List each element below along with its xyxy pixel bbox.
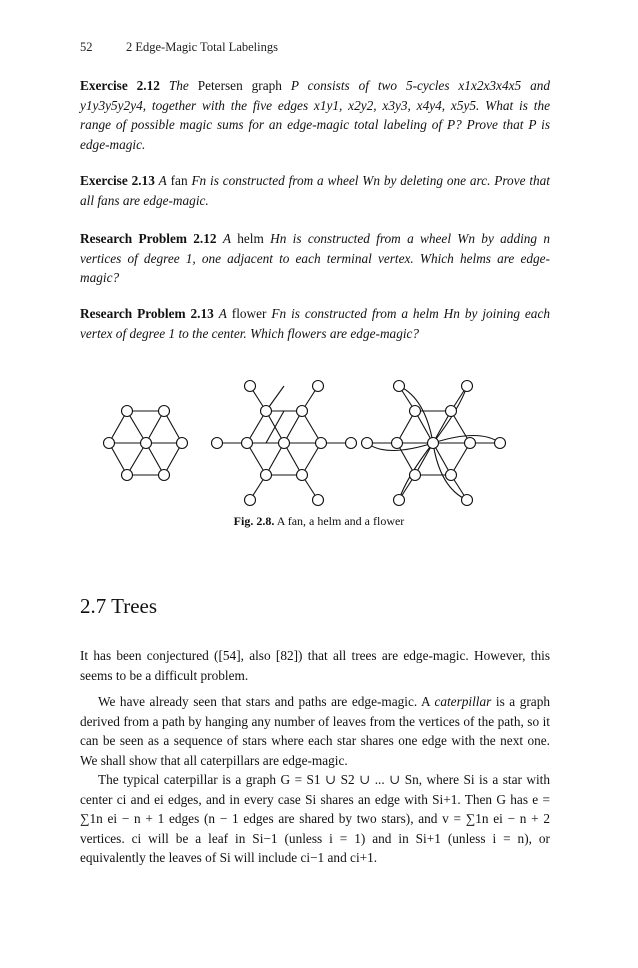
caption-label: Fig. 2.8.: [233, 514, 275, 528]
exercise-cycle: 1x2x3x4x5: [464, 78, 522, 93]
research-problem-2-12: [80, 229, 550, 288]
paragraph-1: It has been conjectured ([54], also [82]) that all trees are edge-magic. However, this seems to be a difficult problem.: [80, 648, 550, 683]
fan-vertex: [122, 470, 133, 481]
fan-center: [141, 438, 152, 449]
paragraph-2-term: caterpillar: [434, 694, 492, 709]
figure-2-8: [80, 368, 558, 508]
problem-text-c: Fn is constructed from a helm Hn by joining each vertex of degree 1 to the center. Which flowers are edge-magic?: [80, 306, 551, 341]
paragraph-3: The typical caterpillar is a graph G = S1 ∪ S2 ∪ ... ∪ Sn, where Si is a star with center ci and ei edges, and in every case Si shares an edge with Si+1. Then G has e = ∑1n ei − n + 1 edges (n − 1 edges are shared by two stars), and v = ∑1n ei − n + 2 vertices. ci will be a leaf in Si−1 (unless i = 1) and in Si+1 (unless i = n), or equivalently the leaves of Si will include ci−1 and ci+1.: [80, 772, 550, 866]
paragraph-2-a: We have already seen that stars and paths are edge-magic. A: [98, 694, 430, 709]
exercise-text-2: Petersen graph: [197, 78, 282, 93]
figure-caption: [80, 514, 558, 529]
fan-vertex: [177, 438, 188, 449]
fan-vertex: [159, 406, 170, 417]
exercise-text-a: A: [158, 173, 167, 188]
fan-graph: [104, 406, 188, 481]
fan-vertex: [159, 470, 170, 481]
exercise-text-3: P consists of two 5-cycles x: [290, 78, 465, 93]
section-title: 2.7 Trees: [80, 594, 158, 618]
research-problem-2-13: [80, 304, 550, 343]
problem-label: Research Problem 2.12: [80, 231, 217, 246]
paragraph-2: [80, 692, 550, 770]
exercise-2-12: [80, 76, 550, 154]
fan-vertex: [122, 406, 133, 417]
exercise-text-c: Fn is constructed from a wheel Wn by deleting one arc. Prove that all fans are edge-magic.: [80, 173, 551, 208]
page-header: [80, 40, 558, 55]
exercise-label: Exercise 2.13: [80, 173, 155, 188]
problem-text-a: A: [218, 306, 227, 321]
exercise-label: Exercise 2.12: [80, 78, 160, 93]
caption-text: A fan, a helm and a flower: [276, 514, 405, 528]
problem-label: Research Problem 2.13: [80, 306, 214, 321]
exercise-text-b: fan: [170, 173, 188, 188]
paragraph-2-c: is a graph derived from a path by hanging any number of leaves from the vertices of the path, so it can be seen as a sequence of stars where each star shares one edge with the next one. We shall show that all caterpillars are edge-magic.: [80, 694, 550, 768]
problem-text-b: flower: [231, 306, 267, 321]
problem-text-b: helm: [237, 231, 264, 246]
graph-figure: [80, 368, 558, 508]
page-number: 52: [80, 40, 93, 54]
running-title: 2 Edge-Magic Total Labelings: [126, 40, 278, 54]
exercise-text-1: The: [168, 78, 189, 93]
flower-graph: [362, 381, 506, 506]
problem-text-c: Hn is constructed from a wheel Wn by adding n vertices of degree 1, one adjacent to each terminal vertex. Which helms are edge-magic?: [80, 231, 551, 286]
exercise-text-4: and y1y3y5y2y4, together with the five edges x1y1, x2y2, x3y3, x4y4, x5y5. What is the range of possible magic sums for an edge-magic total labeling of P? Prove that P is edge-magic.: [80, 78, 551, 152]
helm-graph: [212, 381, 357, 506]
problem-text-a: A: [222, 231, 231, 246]
exercise-2-13: [80, 171, 550, 210]
fan-vertex: [104, 438, 115, 449]
